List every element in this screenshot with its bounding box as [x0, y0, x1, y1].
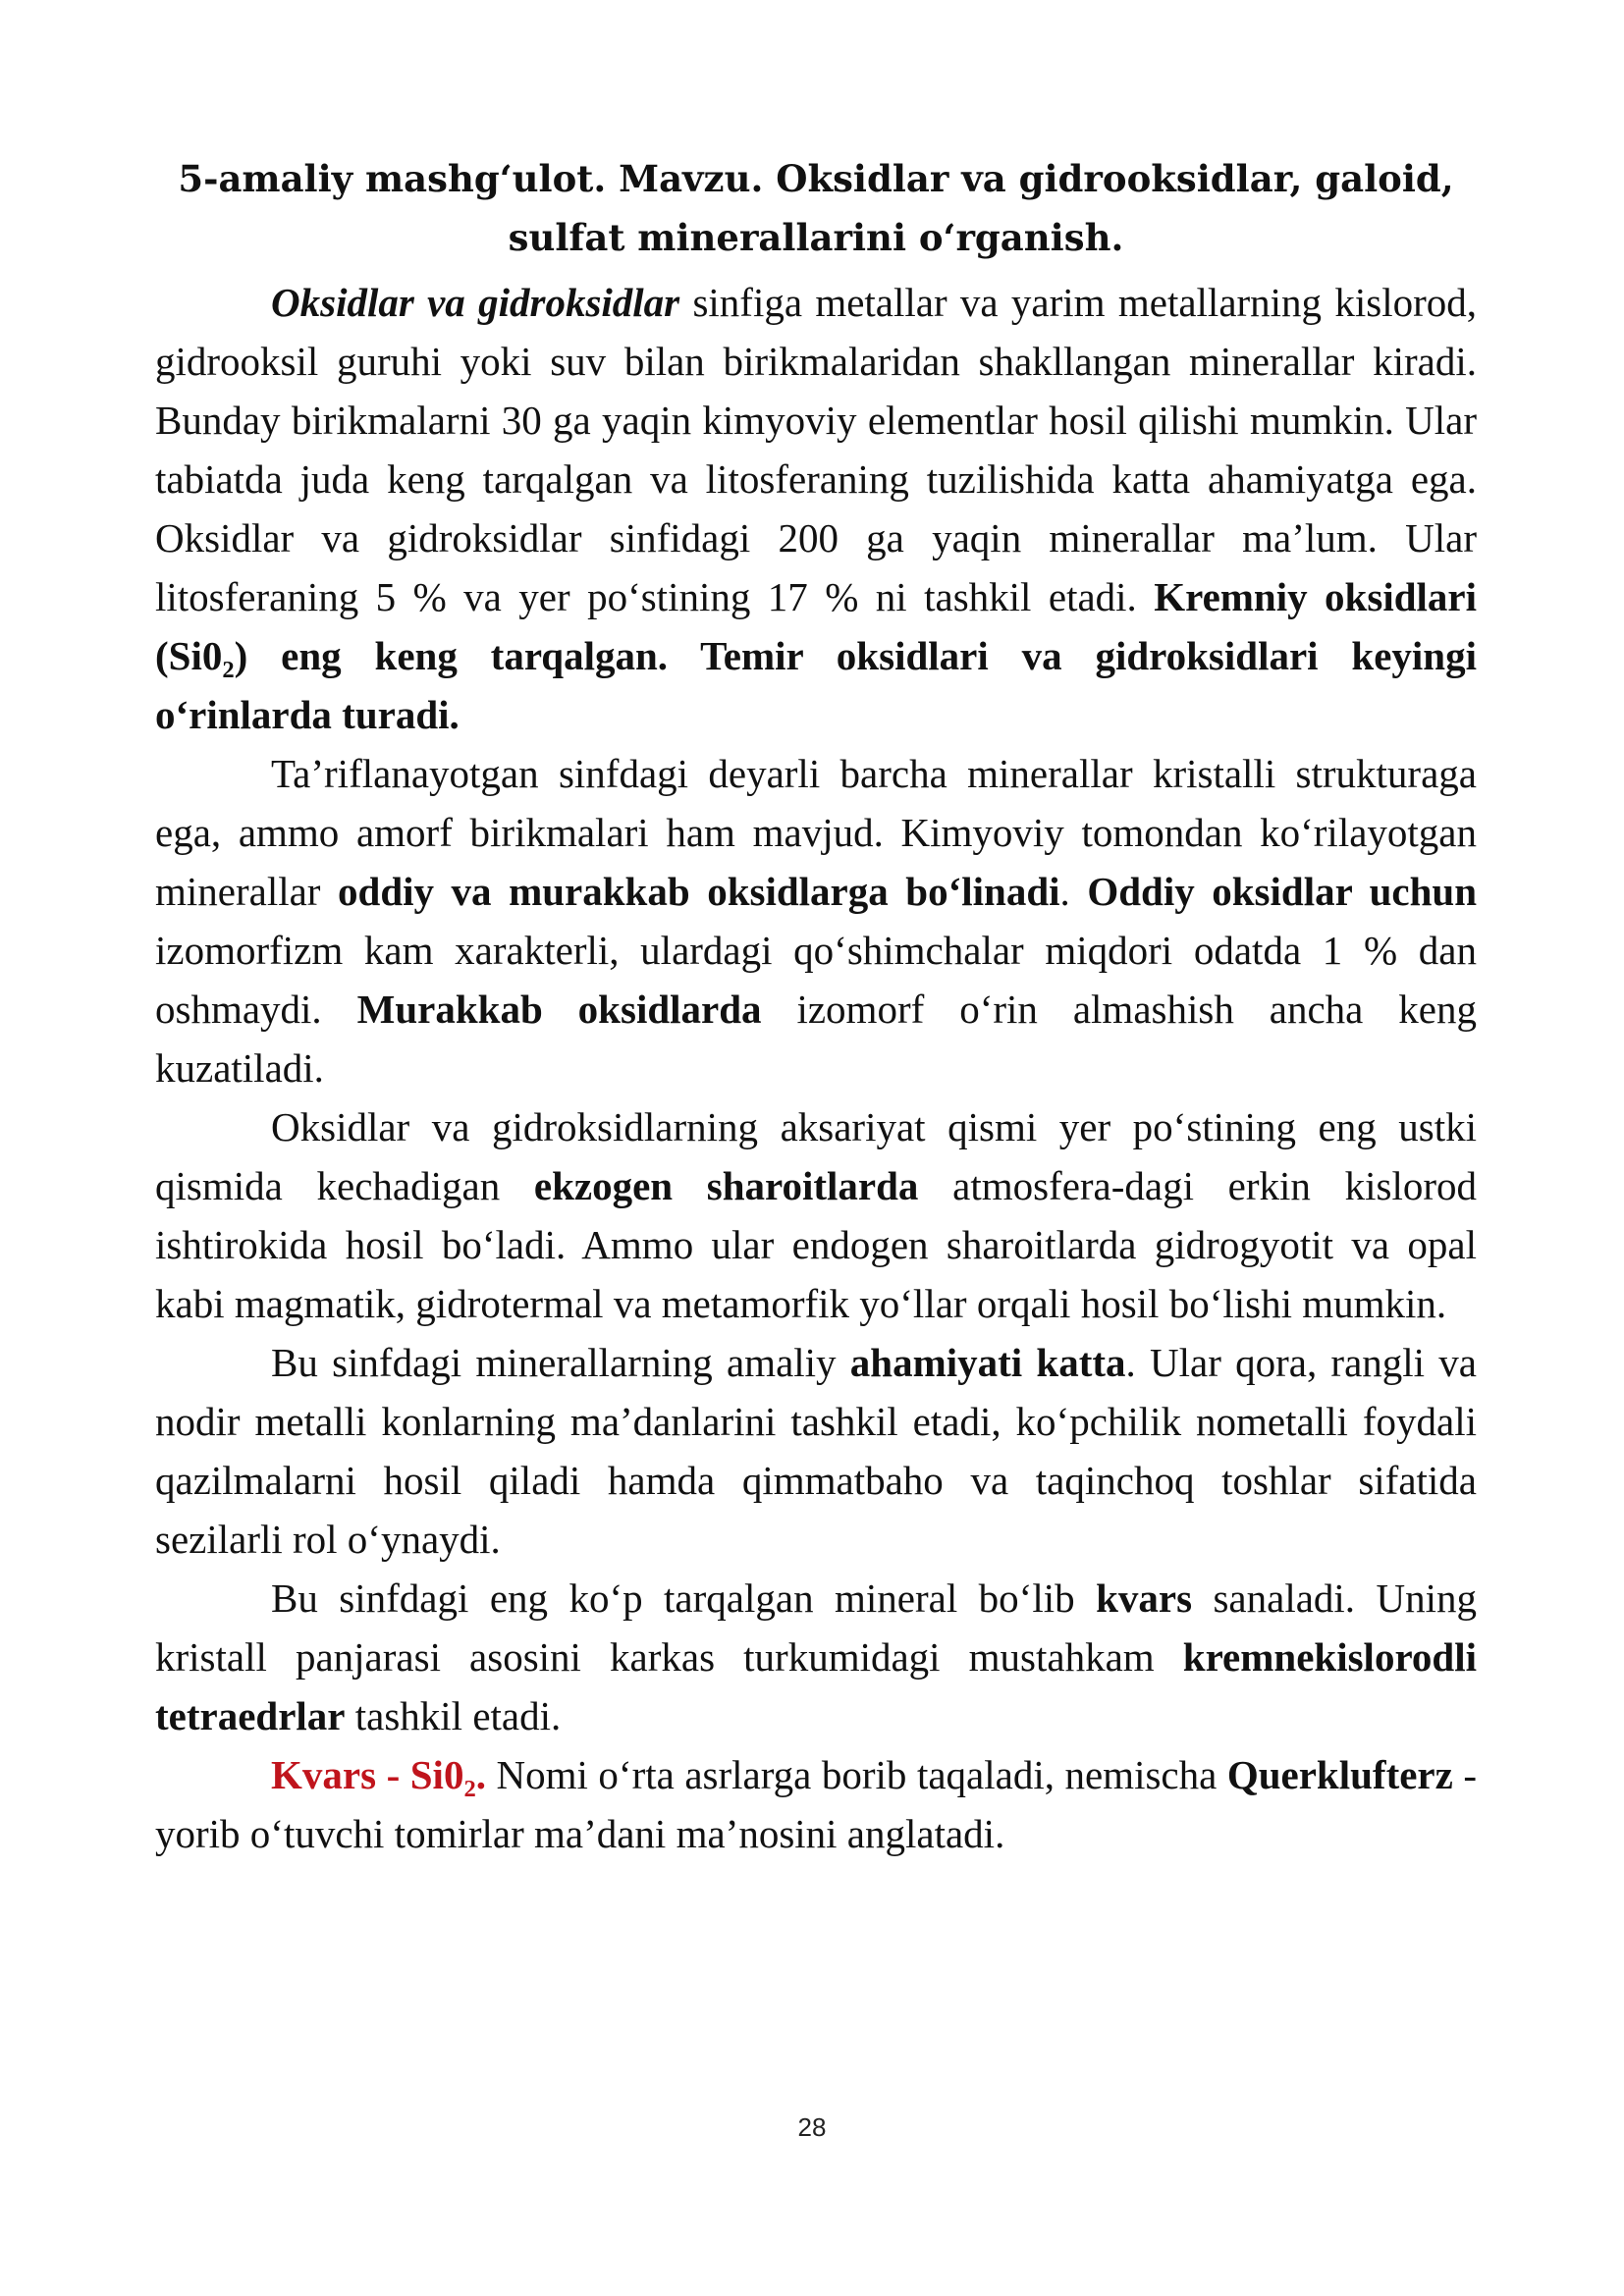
- text-run: Bu sinfdagi minerallarning amaliy: [271, 1340, 850, 1385]
- highlight-tetrahedra: kremnekislorodli tetraedrlar: [155, 1634, 1477, 1738]
- paragraph-oxides-intro: [155, 273, 1477, 744]
- highlight-simple-oxides: Oddiy oksidlar uchun: [1087, 869, 1478, 914]
- text-run: Bu sinfdagi eng koʻp tarqalgan mineral boʻlib: [271, 1575, 1097, 1621]
- text-run: tashkil etadi.: [345, 1693, 562, 1738]
- text-run: Taʼriflanayotgan sinfdagi deyarli barcha minerallar kristalli strukturaga ega, ammo amorf birikmalari ham mavjud. Kimyoviy tomondan koʻrilayotgan minerallar: [155, 751, 1477, 914]
- lesson-title: [155, 149, 1477, 267]
- text-run: sanaladi. Uning kristall panjarasi asosini karkas turkumidagi mustahkam: [155, 1575, 1477, 1680]
- text-run: izomorf oʻrin almashish ancha keng kuzatiladi.: [155, 987, 1477, 1091]
- text-run: sinfiga metallar va yarim metallarning kislorod, gidrooksil guruhi yoki suv bilan birikmalaridan shakllangan minerallar kiradi. Bunday birikmalarni 30 ga yaqin kimyoviy elementlar hosil qilishi mumkin. Ular tabiatda juda keng tarqalgan va litosferaning tuzilishida katta ahamiyatga ega. Oksidlar va gidroksidlar sinfidagi 200 ga yaqin minerallar maʼlum. Ular litosferaning 5 % va yer poʻstining 17 % ni tashkil etadi.: [155, 280, 1477, 619]
- highlight-silicon-oxides: Kremniy oksidlari (Si0₂) eng keng tarqalgan. Temir oksidlari va gidroksidlari keyingi oʻrinlarda turadi.: [155, 574, 1477, 737]
- text-run: . Ular qora, rangli va nodir metalli konlarning maʼdanlarini tashkil etadi, koʻpchilik nometalli foydali qazilmalarni hosil qiladi hamda qimmatbaho va taqinchoq toshlar sifatida sezilarli rol oʻynaydi.: [155, 1340, 1477, 1562]
- highlight-exogenous: ekzogen sharoitlarda: [533, 1163, 919, 1208]
- text-run: izomorfizm kam xarakterli, ulardagi qoʻshimchalar miqdori odatda 1 % dan oshmaydi.: [155, 928, 1477, 1032]
- title-line-2: sulfat minerallarini oʻrganish.: [508, 216, 1124, 259]
- highlight-kvars: kvars: [1096, 1575, 1193, 1621]
- mineral-heading-kvars: Kvars - Si0₂.: [271, 1752, 486, 1797]
- title-line-1: 5-amaliy mashgʻulot. Mavzu. Oksidlar va gidrooksidlar, galoid,: [178, 157, 1454, 200]
- highlight-complex-oxides: Murakkab oksidlarda: [356, 987, 762, 1032]
- term-oxides-hydroxides: Oksidlar va gidroksidlar: [271, 280, 680, 325]
- page-number: 28: [797, 2112, 827, 2142]
- text-run: .: [1059, 869, 1088, 914]
- text-run: atmosfera-dagi erkin kislorod ishtirokida hosil boʻladi. Ammo ular endogen sharoitlarda gidrogyotit va opal kabi magmatik, gidrotermal va metamorfik yoʻllar orqali hosil boʻlishi mumkin.: [155, 1163, 1478, 1326]
- paragraph-kvars-definition: [155, 1745, 1477, 1863]
- highlight-simple-complex: oddiy va murakkab oksidlarga boʻlinadi: [338, 869, 1060, 914]
- text-run: Nomi oʻrta asrlarga borib taqaladi, nemischa: [485, 1752, 1227, 1797]
- text-run: - yorib oʻtuvchi tomirlar maʼdani maʼnosini anglatadi.: [155, 1752, 1478, 1856]
- paragraph-structure: [155, 744, 1477, 1097]
- highlight-querklufterz: Querklufterz: [1226, 1752, 1453, 1797]
- paragraph-importance: [155, 1333, 1477, 1569]
- document-page: [155, 149, 1477, 1863]
- highlight-importance: ahamiyati katta: [849, 1340, 1126, 1385]
- paragraph-quartz: [155, 1569, 1477, 1745]
- paragraph-formation: [155, 1097, 1477, 1333]
- text-run: Oksidlar va gidroksidlarning aksariyat qismi yer poʻstining eng ustki qismida kechadigan: [155, 1104, 1477, 1208]
